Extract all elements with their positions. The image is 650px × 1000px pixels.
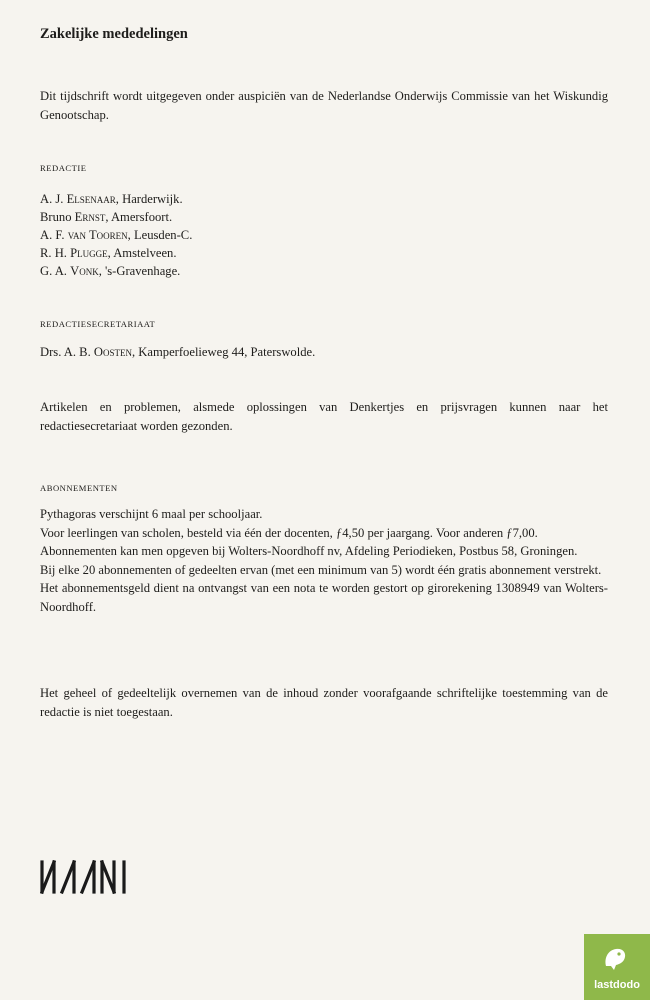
abonnementen-paragraph <box>40 505 608 616</box>
abonnementen-line: Het abonnementsgeld dient na ontvangst van een nota te worden gestort op girorekening 1308949 van Wolters-Noordhoff. <box>40 581 608 614</box>
list-item: G. A. Vonk, 's-Gravenhage. <box>40 264 181 278</box>
redactie-list <box>40 190 192 280</box>
page-title: Zakelijke mededelingen <box>40 26 188 42</box>
lastdodo-bird-icon <box>600 944 630 972</box>
artikelen-paragraph: Artikelen en problemen, alsmede oplossingen van Denkertjes en prijsvragen kunnen naar het redactiesecretariaat worden gezonden. <box>40 400 608 433</box>
abonnementen-line: Abonnementen kan men opgeven bij Wolters-Noordhoff nv, Afdeling Periodieken, Postbus 58, Groningen. <box>40 544 578 558</box>
secretariaat-address: Drs. A. B. Oosten, Kamperfoelieweg 44, Paterswolde. <box>40 345 316 359</box>
list-item: A. J. Elsenaar, Harderwijk. <box>40 192 183 206</box>
abonnementen-line: Pythagoras verschijnt 6 maal per schooljaar. <box>40 507 263 521</box>
intro-paragraph: Dit tijdschrift wordt uitgegeven onder auspiciën van de Nederlandse Onderwijs Commissie van het Wiskundig Genootschap. <box>40 89 608 122</box>
list-item: Bruno Ernst, Amersfoort. <box>40 210 173 224</box>
lastdodo-badge[interactable] <box>584 934 650 1000</box>
copyright-paragraph: Het geheel of gedeeltelijk overnemen van de inhoud zonder voorafgaande schriftelijke toestemming van de redactie is niet toegestaan. <box>40 686 608 719</box>
lastdodo-label: lastdodo <box>594 979 640 991</box>
list-item: R. H. Plugge, Amstelveen. <box>40 246 177 260</box>
list-item: A. F. van Tooren, Leusden-C. <box>40 228 193 242</box>
abonnementen-line: Voor leerlingen van scholen, besteld via één der docenten, ƒ4,50 per jaargang. Voor anderen ƒ7,00. <box>40 525 538 540</box>
redactie-heading: REDACTIE <box>40 163 87 173</box>
secretariaat-heading: REDACTIESECRETARIAAT <box>40 319 156 329</box>
abonnementen-line: Bij elke 20 abonnementen of gedeelten ervan (met een minimum van 5) wordt één gratis abonnement verstrekt. <box>40 562 602 577</box>
publisher-logo-icon <box>40 860 128 894</box>
abonnementen-heading: ABONNEMENTEN <box>40 483 118 493</box>
